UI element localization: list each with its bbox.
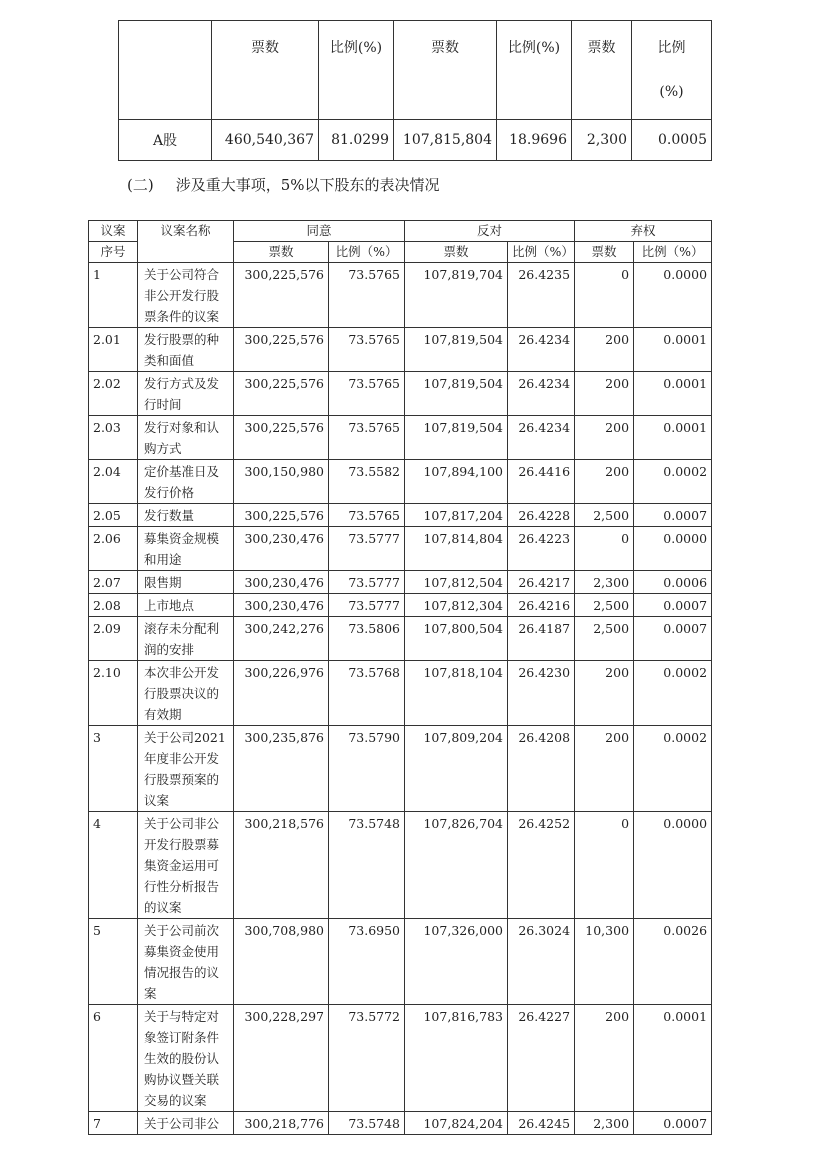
- vote-cell: 73.5777: [329, 594, 405, 617]
- vote-cell: 107,800,504: [405, 617, 508, 661]
- proposal-name: 定价基准日及发行价格: [138, 460, 234, 504]
- vote-cell: 200: [575, 372, 634, 416]
- vote-cell: 26.4245: [508, 1112, 575, 1135]
- vote-cell: 0: [575, 527, 634, 571]
- table-row: [89, 726, 712, 812]
- vote-cell: 26.4216: [508, 594, 575, 617]
- proposal-number: 2.08: [89, 594, 138, 617]
- vote-cell: 107,812,304: [405, 594, 508, 617]
- summary-cell: 107,815,804: [394, 120, 497, 161]
- table-row: [89, 919, 712, 1005]
- vote-cell: 2,300: [575, 571, 634, 594]
- vote-cell: 300,228,297: [234, 1005, 329, 1112]
- vote-cell: 300,230,476: [234, 527, 329, 571]
- vote-cell: 26.4252: [508, 812, 575, 919]
- vote-cell: 0.0007: [634, 1112, 712, 1135]
- proposal-number: 2.05: [89, 504, 138, 527]
- vote-cell: 300,242,276: [234, 617, 329, 661]
- vote-cell: 0.0007: [634, 617, 712, 661]
- vote-cell: 26.4416: [508, 460, 575, 504]
- summary-header-cell: [632, 21, 712, 120]
- vote-cell: 200: [575, 661, 634, 726]
- vote-cell: 73.5790: [329, 726, 405, 812]
- vote-cell: 107,819,704: [405, 263, 508, 328]
- vote-cell: 107,824,204: [405, 1112, 508, 1135]
- vote-cell: 73.5582: [329, 460, 405, 504]
- detail-header-cell: 比例（%）: [508, 242, 575, 263]
- vote-cell: 0.0001: [634, 372, 712, 416]
- vote-cell: 73.5806: [329, 617, 405, 661]
- vote-cell: 300,218,776: [234, 1112, 329, 1135]
- proposal-name: 关于公司非公: [138, 1112, 234, 1135]
- detail-header-cell: 票数: [234, 242, 329, 263]
- vote-cell: 200: [575, 328, 634, 372]
- vote-cell: 73.5765: [329, 416, 405, 460]
- proposal-number: 2.01: [89, 328, 138, 372]
- vote-cell: 73.5748: [329, 1112, 405, 1135]
- vote-cell: 107,818,104: [405, 661, 508, 726]
- proposal-name: 关于公司符合非公开发行股票条件的议案: [138, 263, 234, 328]
- proposal-name: 关于公司前次募集资金使用情况报告的议案: [138, 919, 234, 1005]
- proposal-vote-table: [88, 220, 712, 1135]
- vote-cell: 107,814,804: [405, 527, 508, 571]
- vote-cell: 0.0007: [634, 504, 712, 527]
- proposal-number: 7: [89, 1112, 138, 1135]
- proposal-name: 关于公司非公开发行股票募集资金运用可行性分析报告的议案: [138, 812, 234, 919]
- table-row: [89, 504, 712, 527]
- vote-cell: 300,235,876: [234, 726, 329, 812]
- vote-cell: 300,150,980: [234, 460, 329, 504]
- proposal-name: 本次非公开发行股票决议的有效期: [138, 661, 234, 726]
- detail-header-cell: 弃权: [575, 221, 712, 242]
- summary-header-cell: 票数: [394, 21, 497, 120]
- proposal-number: 2.09: [89, 617, 138, 661]
- table-row: [89, 812, 712, 919]
- table-row: [89, 416, 712, 460]
- table-row: [89, 594, 712, 617]
- vote-cell: 0.0006: [634, 571, 712, 594]
- vote-cell: 73.5748: [329, 812, 405, 919]
- section-title: 涉及重大事项，5%以下股东的表决情况: [175, 176, 440, 194]
- vote-cell: 73.6950: [329, 919, 405, 1005]
- proposal-number: 2.06: [89, 527, 138, 571]
- vote-cell: 73.5777: [329, 527, 405, 571]
- vote-cell: 26.4223: [508, 527, 575, 571]
- vote-cell: 0.0001: [634, 328, 712, 372]
- detail-header-cell: 序号: [89, 242, 138, 263]
- vote-cell: 107,326,000: [405, 919, 508, 1005]
- vote-cell: 200: [575, 726, 634, 812]
- vote-cell: 73.5765: [329, 504, 405, 527]
- vote-cell: 107,894,100: [405, 460, 508, 504]
- summary-cell: 81.0299: [319, 120, 394, 161]
- summary-header-empty: [119, 21, 212, 120]
- vote-cell: 73.5765: [329, 263, 405, 328]
- proposal-name: 滚存未分配利润的安排: [138, 617, 234, 661]
- vote-cell: 107,826,704: [405, 812, 508, 919]
- vote-cell: 26.4217: [508, 571, 575, 594]
- detail-header-row-1: [89, 221, 712, 242]
- vote-cell: 300,225,576: [234, 504, 329, 527]
- vote-cell: 26.4234: [508, 372, 575, 416]
- table-row: [89, 460, 712, 504]
- proposal-name: 上市地点: [138, 594, 234, 617]
- vote-cell: 0.0007: [634, 594, 712, 617]
- vote-cell: 107,817,204: [405, 504, 508, 527]
- section-number: (二): [127, 176, 154, 194]
- vote-cell: 2,500: [575, 504, 634, 527]
- vote-cell: 107,812,504: [405, 571, 508, 594]
- proposal-number: 5: [89, 919, 138, 1005]
- vote-cell: 0.0000: [634, 812, 712, 919]
- vote-cell: 26.4227: [508, 1005, 575, 1112]
- vote-cell: 73.5772: [329, 1005, 405, 1112]
- proposal-number: 2.03: [89, 416, 138, 460]
- table-row: [89, 527, 712, 571]
- summary-header-cell: 票数: [212, 21, 319, 120]
- vote-cell: 300,225,576: [234, 263, 329, 328]
- vote-cell: 26.4228: [508, 504, 575, 527]
- detail-header-cell: 票数: [405, 242, 508, 263]
- detail-header-cell: 反对: [405, 221, 575, 242]
- vote-cell: 0.0002: [634, 726, 712, 812]
- vote-cell: 0.0002: [634, 661, 712, 726]
- proposal-number: 1: [89, 263, 138, 328]
- vote-cell: 73.5765: [329, 328, 405, 372]
- summary-cell: 2,300: [572, 120, 632, 161]
- proposal-name: 关于与特定对象签订附条件生效的股份认购协议暨关联交易的议案: [138, 1005, 234, 1112]
- table-row: [89, 328, 712, 372]
- vote-cell: 0.0026: [634, 919, 712, 1005]
- vote-cell: 26.3024: [508, 919, 575, 1005]
- summary-header-text: 比例: [657, 40, 686, 56]
- vote-cell: 107,809,204: [405, 726, 508, 812]
- proposal-name: 关于公司2021年度非公开发行股票预案的议案: [138, 726, 234, 812]
- summary-header-cell: 比例(%): [319, 21, 394, 120]
- vote-cell: 2,500: [575, 594, 634, 617]
- vote-cell: 2,500: [575, 617, 634, 661]
- vote-cell: 26.4234: [508, 328, 575, 372]
- vote-cell: 107,816,783: [405, 1005, 508, 1112]
- vote-cell: 300,230,476: [234, 571, 329, 594]
- vote-cell: 300,226,976: [234, 661, 329, 726]
- proposal-number: 2.04: [89, 460, 138, 504]
- vote-cell: 300,225,576: [234, 416, 329, 460]
- summary-header-unit: (%): [659, 84, 684, 100]
- vote-cell: 10,300: [575, 919, 634, 1005]
- vote-cell: 26.4234: [508, 416, 575, 460]
- vote-cell: 300,708,980: [234, 919, 329, 1005]
- summary-share-type: A股: [119, 120, 212, 161]
- vote-cell: 26.4187: [508, 617, 575, 661]
- detail-header-cell: 票数: [575, 242, 634, 263]
- vote-cell: 2,300: [575, 1112, 634, 1135]
- vote-cell: 300,218,576: [234, 812, 329, 919]
- detail-header-cell: 议案: [89, 221, 138, 242]
- detail-header-cell: 比例（%）: [634, 242, 712, 263]
- detail-header-cell: 同意: [234, 221, 405, 242]
- vote-cell: 107,819,504: [405, 416, 508, 460]
- vote-cell: 73.5765: [329, 372, 405, 416]
- vote-cell: 26.4230: [508, 661, 575, 726]
- proposal-name: 限售期: [138, 571, 234, 594]
- vote-cell: 300,225,576: [234, 328, 329, 372]
- proposal-name: 发行数量: [138, 504, 234, 527]
- proposal-name: 发行对象和认购方式: [138, 416, 234, 460]
- detail-header-cell: 比例（%）: [329, 242, 405, 263]
- summary-data-row: [119, 120, 712, 161]
- summary-cell: 18.9696: [497, 120, 572, 161]
- summary-header-cell: 比例(%): [497, 21, 572, 120]
- table-row: [89, 571, 712, 594]
- vote-cell: 107,819,504: [405, 328, 508, 372]
- proposal-number: 4: [89, 812, 138, 919]
- vote-cell: 73.5768: [329, 661, 405, 726]
- proposal-number: 6: [89, 1005, 138, 1112]
- table-row: [89, 1112, 712, 1135]
- vote-cell: 200: [575, 1005, 634, 1112]
- vote-cell: 26.4235: [508, 263, 575, 328]
- vote-cell: 300,230,476: [234, 594, 329, 617]
- detail-header-cell: 议案名称: [138, 221, 234, 263]
- table-row: [89, 1005, 712, 1112]
- proposal-number: 2.02: [89, 372, 138, 416]
- vote-cell: 200: [575, 416, 634, 460]
- table-row: [89, 372, 712, 416]
- vote-cell: 300,225,576: [234, 372, 329, 416]
- proposal-number: 2.07: [89, 571, 138, 594]
- summary-cell: 460,540,367: [212, 120, 319, 161]
- section-heading: [127, 174, 440, 195]
- proposal-name: 募集资金规模和用途: [138, 527, 234, 571]
- detail-table-body: [89, 263, 712, 1135]
- vote-cell: 0.0001: [634, 416, 712, 460]
- vote-cell: 200: [575, 460, 634, 504]
- proposal-name: 发行方式及发行时间: [138, 372, 234, 416]
- table-row: [89, 617, 712, 661]
- vote-cell: 0.0000: [634, 527, 712, 571]
- proposal-number: 3: [89, 726, 138, 812]
- summary-vote-table: [118, 20, 712, 161]
- proposal-name: 发行股票的种类和面值: [138, 328, 234, 372]
- vote-cell: 0.0001: [634, 1005, 712, 1112]
- summary-header-cell: 票数: [572, 21, 632, 120]
- summary-header-row: [119, 21, 712, 120]
- vote-cell: 107,819,504: [405, 372, 508, 416]
- vote-cell: 73.5777: [329, 571, 405, 594]
- table-row: [89, 661, 712, 726]
- summary-cell: 0.0005: [632, 120, 712, 161]
- vote-cell: 0.0000: [634, 263, 712, 328]
- proposal-number: 2.10: [89, 661, 138, 726]
- table-row: [89, 263, 712, 328]
- vote-cell: 0: [575, 263, 634, 328]
- vote-cell: 26.4208: [508, 726, 575, 812]
- vote-cell: 0.0002: [634, 460, 712, 504]
- vote-cell: 0: [575, 812, 634, 919]
